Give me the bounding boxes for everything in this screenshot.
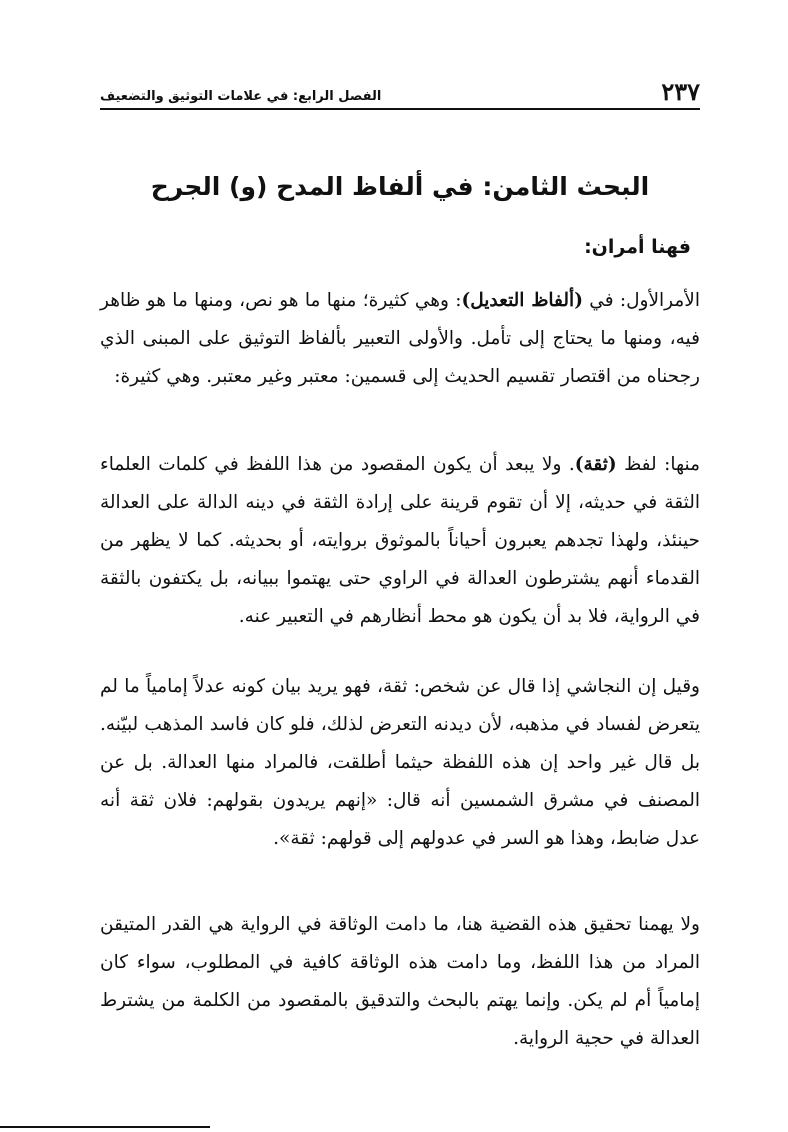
footer-rule [0,1126,210,1128]
page-number: ٢٣٧ [661,77,700,106]
paragraph-1-body: : وهي كثيرة؛ منها ما هو نص، ومنها ما هو ظاهر فيه، ومنها ما يحتاج إلى تأمل. والأولى التعبير بألفاظ التوثيق على المبنى الذي رجحناه من اقتصار تقسيم الحديث إلى قسمين: معتبر وغير معتبر. وهي كثيرة: [100,290,700,387]
sub-heading: فهنا أمران: [584,236,691,258]
paragraph-2-lead: منها: لفظ [616,454,700,475]
header-rule [100,108,700,110]
chapter-title: الفصل الرابع: في علامات التوثيق والتضعيف [100,89,382,104]
paragraph-1-lead: الأمرالأول: في [582,290,700,311]
paragraph-2-term: (ثقة) [574,454,617,475]
paragraph-1-term: (ألفاظ التعديل) [461,290,583,311]
paragraph-2 [100,446,700,636]
paragraph-1 [100,282,700,396]
paragraph-2-body: . ولا يبعد أن يكون المقصود من هذا اللفظ في كلمات العلماء الثقة في حديثه، إلا أن تقوم قرينة على إرادة الثقة في دينه الدالة على العدالة حينئذ، ولهذا تجدهم يعبرون أحياناً بالموثوق بروايته، أو بحديثه. كما لا يظهر من القدماء أنهم يشترطون العدالة في الراوي حتى يهتموا ببيانه، بل يكتفون بالثقة في الرواية، فلا بد أن يكون هو محط أنظارهم في التعبير عنه. [100,454,700,627]
paragraph-3: وقيل إن النجاشي إذا قال عن شخص: ثقة، فهو يريد بيان كونه عدلاً إمامياً ما لم يتعرض لفساد في مذهبه، لأن ديدنه التعرض لذلك، فلو كان فاسد المذهب لبيّنه. بل قال غير واحد إن هذه اللفظة حيثما أطلقت، فالمراد منها العدالة. بل عن المصنف في مشرق الشمسين أنه قال: «إنهم يريدون بقولهم: فلان ثقة أنه عدل ضابط، وهذا هو السر في عدولهم إلى قولهم: ثقة». [100,676,700,849]
section-heading: البحث الثامن: في ألفاظ المدح (و) الجرح [150,172,650,201]
paragraph-4: ولا يهمنا تحقيق هذه القضية هنا، ما دامت الوثاقة في الرواية هي القدر المتيقن المراد من هذا اللفظ، وما دامت هذه الوثاقة كافية في المطلوب، سواء كان إمامياً أم لم يكن. وإنما يهتم بالبحث والتدقيق بالمقصود من الكلمة من يشترط العدالة في حجية الرواية. [100,914,700,1049]
running-header [100,70,700,104]
